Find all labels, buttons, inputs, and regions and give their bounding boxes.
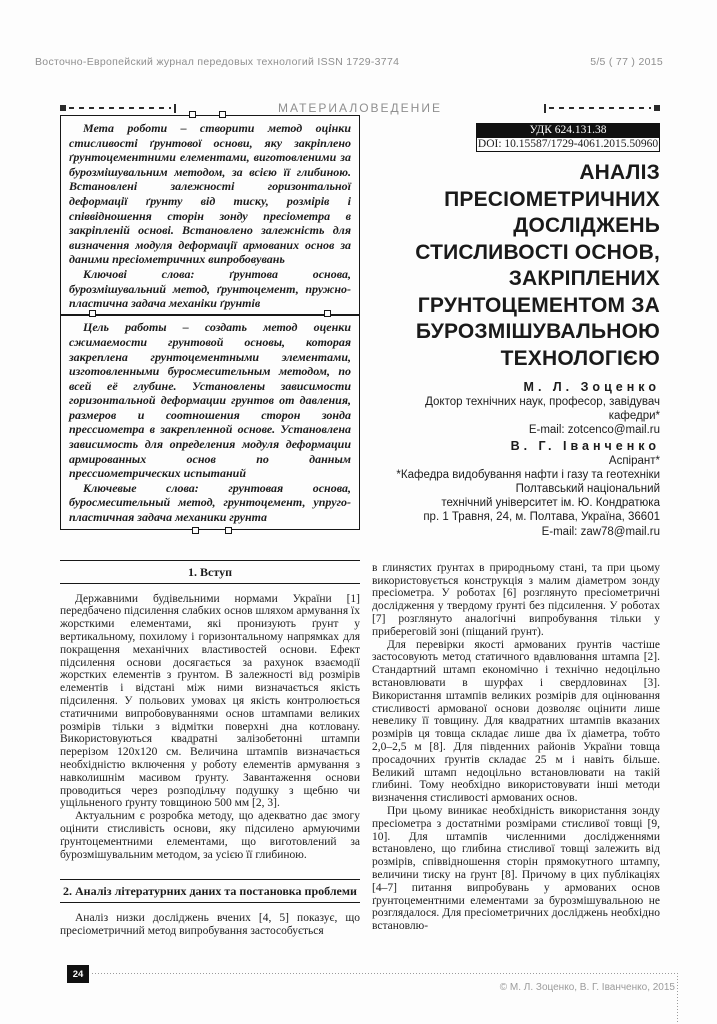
author-1-name: М. Л. Зоценко	[523, 380, 660, 394]
connector-square-icon	[219, 111, 226, 118]
paragraph: Актуальним є розробка методу, що адекватно дає змогу оцінити стисливість основи, яку підсилено армуючими ґрунтоцементними елементами, що виготовлений за бурозмішувальним методом, за усією її глибиною.	[60, 810, 360, 861]
section-2-heading: 2. Аналіз літературних даних та постановка проблеми	[60, 879, 360, 903]
author-2-role: Аспірант*	[608, 454, 660, 467]
connector-square-icon	[324, 310, 331, 317]
author-1-role: Доктор технічних наук, професор, завідувач кафедри*	[425, 396, 660, 423]
page-number-badge: 24	[67, 965, 89, 983]
dashed-line	[549, 107, 651, 109]
abstract-ru-keywords: Ключевые слова: грунтовая основа, буросмесительный метод, грунтоцемент, упруго-пластичная задача механики грунта	[69, 480, 351, 525]
connector-square-icon	[189, 111, 196, 118]
udc-badge: УДК 624.131.38	[476, 123, 660, 137]
title-line: ТЕХНОЛОГІЄЮ	[500, 346, 660, 370]
paragraph: в глинястих ґрунтах в природньому стані, та при цьому використовується конструкція з малим діаметром зонду пресіометра. У роботах [6] розглянуто пресіометричні дослідження у твердому ґрунті без підсилення. У роботах [7] розглянуто аналогічні випробування тільки у прибереговій зоні (піщаний ґрунт).	[372, 561, 660, 638]
connector-square-icon	[89, 310, 96, 317]
abstract-russian-box	[60, 314, 360, 529]
abstract-ukrainian-box	[60, 115, 360, 316]
abstract-ru-text: Цель работы – создать метод оценки сжимаемости грунтовой основы, которая закреплена грунтоцементными элементами, изготовленными буросмесительным методом, по всей её глубине. Установлены зависимости горизонтальной деформации грунтов от давления, размеров и соотношения сторон зонда прессиометра в закрепленной основе. Установлена зависимость для определения модуля деформации армированных основ по данным прессиометрических испытаний	[69, 320, 351, 481]
connector-square-icon	[225, 527, 232, 534]
affiliation-line: *Кафедра видобування нафти і газу та геотехніки	[396, 468, 660, 481]
section-1-heading: 1. Вступ	[60, 560, 360, 584]
authors-block	[372, 379, 660, 539]
author-2-name: В. Г. Іванченко	[510, 438, 660, 453]
connector-square-icon	[192, 527, 199, 534]
section-banner	[60, 101, 660, 115]
title-line: ПРЕСІОМЕТРИЧНИХ	[444, 187, 660, 211]
paragraph: При цьому виникає необхідність використання зонду пресіометра з достатніми розмірами стисливої товщі [9, 10]. Для штампів численними дослідженнями встановлено, що глибина стисливої товщі залежить від розмірів, співвідношення сторін прямокутного штампу, величини тиску на ґрунт [8]. Причому в цих публікаціях [4–7] питання випробувань у армованих основ ґрунтоцементними елементами за бурозмішувальною не розглядалося. Для пресіометричних досліджень необхідно встановлю-	[372, 804, 660, 933]
issue-number: 5/5 ( 77 ) 2015	[590, 56, 663, 68]
dash-rule-right	[544, 104, 660, 113]
paragraph: Для перевірки якості армованих ґрунтів частіше застосовують метод статичного вдавлювання штампа [2]. Стандартний штамп економічно і технічно недоцільно встановлювати в шурфах і свердловинах [3]. Використання штампів великих розмірів для оцінювання стисливості армованої основи дозволяє оцінити лише невелику її товщину. Для квадратних штампів вказаних розмірів ця товща складає лише два їх діаметра, тобто 2,0–2,5 м [8]. Для південних районів України товща просадочних ґрунтів складає 25 м і навіть більше. Великий штамп недоцільно встановлювати на такій глибині. Тому необхідно використовувати інші методи визначення стисливості армованих основ.	[372, 638, 660, 805]
affiliation-line: пр. 1 Травня, 24, м. Полтава, Україна, 36601	[423, 511, 660, 524]
square-bullet-icon	[60, 105, 66, 111]
article-title	[372, 160, 660, 372]
title-line: АНАЛІЗ	[579, 161, 660, 184]
author-1-email: E-mail: zotcenco@mail.ru	[528, 424, 660, 437]
section-banner-label: МАТЕРИАЛОВЕДЕНИЕ	[278, 101, 442, 115]
affiliation-line: технічний університет ім. Ю. Кондратюка	[441, 497, 660, 510]
right-column-body	[372, 562, 660, 933]
abstract-uk-keywords: Ключові слова: ґрунтова основа, бурозмішувальний метод, ґрунтоцемент, пружно-пластична задача механіки ґрунтів	[69, 266, 351, 311]
title-line: СТИСЛИВОСТІ ОСНОВ,	[415, 240, 660, 264]
section-2-body	[60, 912, 360, 938]
title-line: ЗАКРІПЛЕНИХ	[508, 267, 660, 290]
footer-dotted-rule	[92, 973, 677, 974]
paragraph: Аналіз низки досліджень вчених [4, 5] показує, що пресіометричний метод випробування застособується	[60, 912, 360, 938]
running-head	[35, 56, 663, 68]
title-line: ДОСЛІДЖЕНЬ	[513, 214, 660, 237]
left-column	[60, 115, 360, 938]
dashed-line	[69, 107, 171, 109]
title-line: ГРУНТОЦЕМЕНТОМ ЗА	[417, 293, 660, 317]
copyright-note: © М. Л. Зоценко, В. Г. Іванченко, 2015	[499, 982, 675, 993]
paragraph: Державними будівельними нормами України [1] передбачено підсилення слабких основ шляхом армування їх жорсткими елементами, які пронизують ґрунт у вертикальному, похилому і горизонтальному напрямках для покращення механічних властивостей основи. Ефект підсилення основи досягається за рахунок взаємодії жорстких елементів з ґрунтом. В залежності від розмірів елементів і відстані між ними визначається якість підсилення. У польових умовах ця якість контролюється статичними випробовуваннями основ штампами великих розмірів тільки з відмітки поверхні дна котловану. Використовуються квадратні залізобетонні штампи перерізом 120х120 см. Величина штампів визначається необхідністю включення у роботу елементів армування з навколишнім масивом ґрунту. Завантаження основи проводиться через розподільчу подушку з щебню чи ущільненого ґрунту товщиною 500 мм [2, 3].	[60, 592, 360, 810]
right-column	[372, 115, 660, 933]
section-1-body	[60, 593, 360, 862]
affiliation-line: E-mail: zaw78@mail.ru	[541, 525, 660, 538]
doi-badge: DOI: 10.15587/1729-4061.2015.50960	[477, 138, 659, 150]
tick-end-icon	[544, 104, 546, 113]
square-bullet-icon	[654, 105, 660, 111]
footer-dotted-rule-vertical	[677, 973, 678, 1024]
abstract-uk-text: Мета роботи – створити метод оцінки стисливості ґрунтової основи, яку закріплено ґрунтоцементними елементами, виготовленими за бурозмішувальним методом, за всією її глибиною. Встановлені залежності горизонтальної деформації ґрунту від тиску, розмірів і співвідношення сторін зонду пресіометра в закріпленій основі. Встановлено залежність для визначення модуля деформації армованих основ за даними пресіометричних випробовувань	[69, 121, 351, 267]
title-line: БУРОЗМІШУВАЛЬНОЮ	[415, 320, 660, 343]
affiliation-line: Полтавський національний	[515, 483, 660, 496]
dash-rule-left	[60, 104, 176, 113]
journal-name: Восточно-Европейский журнал передовых технологий ISSN 1729-3774	[35, 56, 400, 68]
